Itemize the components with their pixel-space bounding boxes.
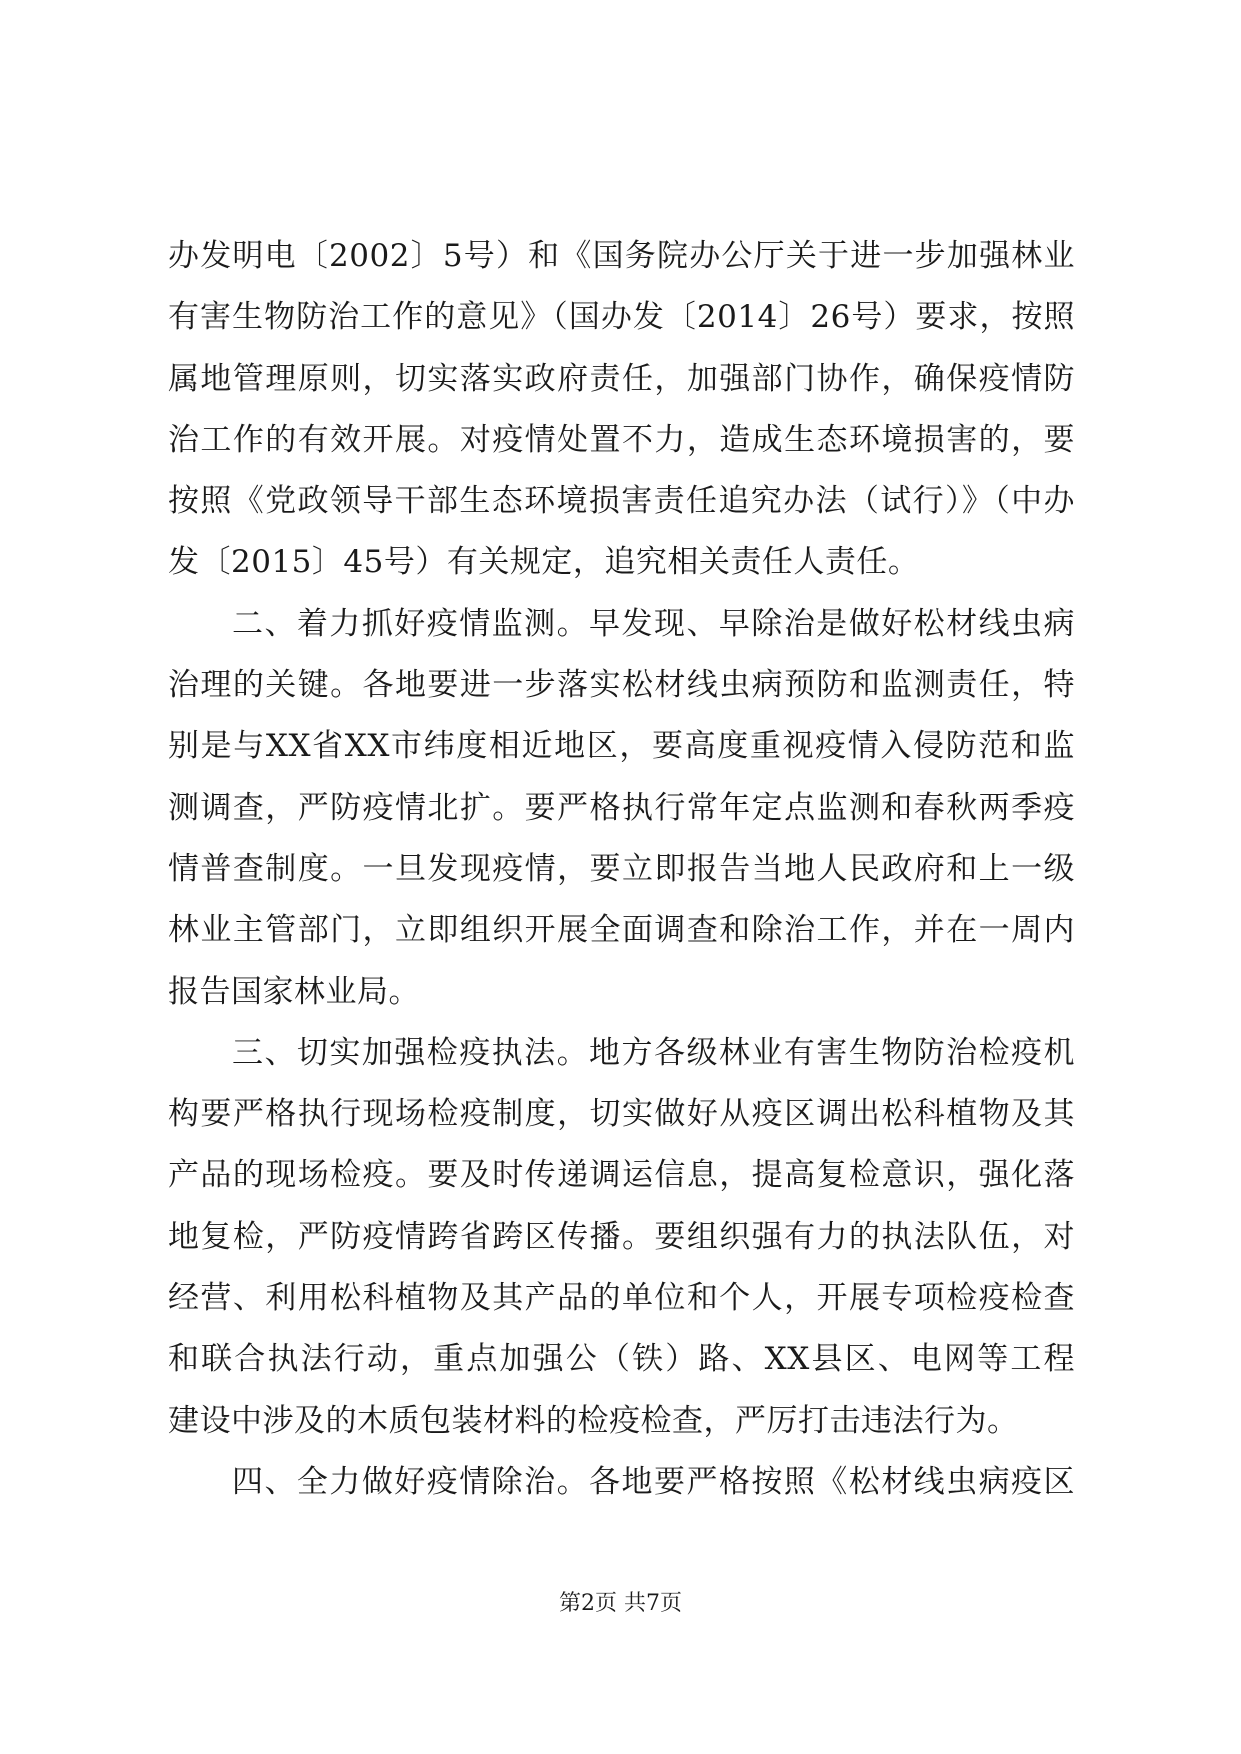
page-number-footer: 第2页 共7页 xyxy=(559,1591,682,1616)
text-line: 治理的关键。各地要进一步落实松材线虫病预防和监测责任，特 xyxy=(168,667,1075,704)
document-body xyxy=(168,226,1075,1513)
text-line: 产品的现场检疫。要及时传递调运信息，提高复检意识，强化落 xyxy=(168,1157,1075,1194)
text-line: 报告国家林业局。 xyxy=(168,973,420,1010)
text-line: 地复检，严防疫情跨省跨区传播。要组织强有力的执法队伍，对 xyxy=(168,1218,1075,1255)
text-line: 建设中涉及的木质包装材料的检疫检查，严厉打击违法行为。 xyxy=(168,1402,1019,1439)
text-line: 测调查，严防疫情北扩。要严格执行常年定点监测和春秋两季疫 xyxy=(168,789,1075,826)
text-line: 按照《党政领导干部生态环境损害责任追究办法（试行）》（中办 xyxy=(168,483,1075,520)
section-heading-line: 三、切实加强检疫执法。地方各级林业有害生物防治检疫机 xyxy=(232,1034,1075,1071)
text-line: 构要严格执行现场检疫制度，切实做好从疫区调出松科植物及其 xyxy=(168,1096,1075,1133)
text-line: 发〔2015〕45号）有关规定，追究相关责任人责任。 xyxy=(168,544,920,581)
text-line: 有害生物防治工作的意见》（国办发〔2014〕26号）要求，按照 xyxy=(168,299,1075,336)
section-heading-line: 二、着力抓好疫情监测。早发现、早除治是做好松材线虫病 xyxy=(232,605,1075,642)
text-line: 治工作的有效开展。对疫情处置不力，造成生态环境损害的，要 xyxy=(168,421,1075,458)
text-line: 经营、利用松科植物及其产品的单位和个人，开展专项检疫检查 xyxy=(168,1280,1075,1317)
text-line: 和联合执法行动，重点加强公（铁）路、XX县区、电网等工程 xyxy=(168,1341,1075,1378)
section-heading-line: 四、全力做好疫情除治。各地要严格按照《松材线虫病疫区 xyxy=(232,1463,1075,1500)
text-line: 林业主管部门，立即组织开展全面调查和除治工作，并在一周内 xyxy=(168,912,1075,949)
text-line: 别是与XX省XX市纬度相近地区，要高度重视疫情入侵防范和监 xyxy=(168,728,1075,765)
text-line: 情普查制度。一旦发现疫情，要立即报告当地人民政府和上一级 xyxy=(168,850,1075,887)
text-line: 属地管理原则，切实落实政府责任，加强部门协作，确保疫情防 xyxy=(168,360,1075,397)
text-line: 办发明电〔2002〕5号）和《国务院办公厅关于进一步加强林业 xyxy=(168,238,1075,274)
